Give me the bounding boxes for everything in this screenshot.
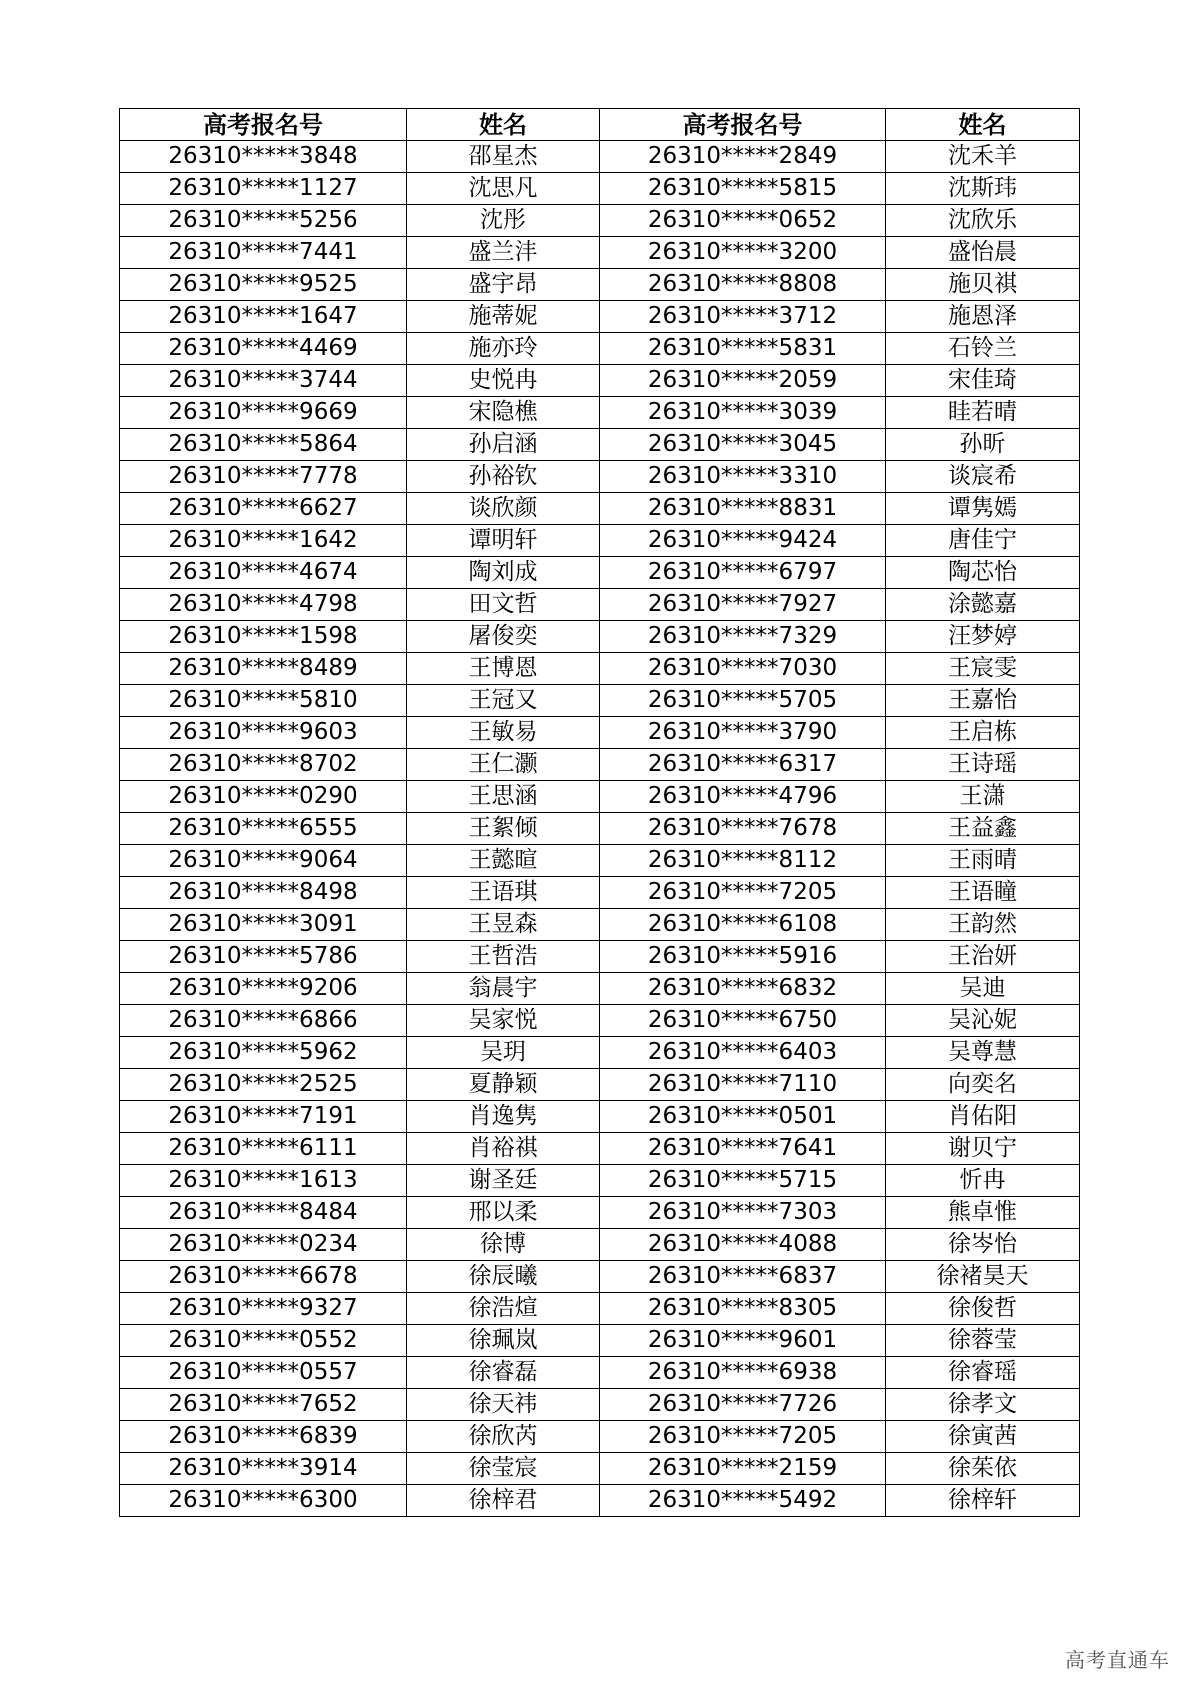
table-row xyxy=(120,1357,1080,1389)
name-cell: 王宸雯 xyxy=(886,653,1080,685)
name-cell: 王敏易 xyxy=(407,717,600,749)
name-cell: 徐褚昊天 xyxy=(886,1261,1080,1293)
name-cell: 吴尊慧 xyxy=(886,1037,1080,1069)
name-cell: 王潇 xyxy=(886,781,1080,813)
table-row xyxy=(120,301,1080,333)
registration-number-cell: 26310*****3790 xyxy=(600,717,886,749)
name-cell: 徐珮岚 xyxy=(407,1325,600,1357)
table-row xyxy=(120,141,1080,173)
registration-number-cell: 26310*****9327 xyxy=(120,1293,407,1325)
registration-number-cell: 26310*****4674 xyxy=(120,557,407,589)
table-row xyxy=(120,1453,1080,1485)
table-row xyxy=(120,173,1080,205)
name-cell: 施贝祺 xyxy=(886,269,1080,301)
registration-number-cell: 26310*****3914 xyxy=(120,1453,407,1485)
registration-number-cell: 26310*****8498 xyxy=(120,877,407,909)
table-row xyxy=(120,1389,1080,1421)
name-cell: 王语瞳 xyxy=(886,877,1080,909)
registration-number-cell: 26310*****9603 xyxy=(120,717,407,749)
table-row xyxy=(120,1101,1080,1133)
name-cell: 沈欣乐 xyxy=(886,205,1080,237)
table-row xyxy=(120,333,1080,365)
name-cell: 王哲浩 xyxy=(407,941,600,973)
name-cell: 施亦玲 xyxy=(407,333,600,365)
registration-number-cell: 26310*****4469 xyxy=(120,333,407,365)
table-row xyxy=(120,941,1080,973)
registration-number-cell: 26310*****2159 xyxy=(600,1453,886,1485)
registration-number-cell: 26310*****8484 xyxy=(120,1197,407,1229)
table-row xyxy=(120,1229,1080,1261)
registration-number-cell: 26310*****9424 xyxy=(600,525,886,557)
name-cell: 徐岑怡 xyxy=(886,1229,1080,1261)
name-cell: 邵星杰 xyxy=(407,141,600,173)
table-row xyxy=(120,1325,1080,1357)
name-cell: 眭若晴 xyxy=(886,397,1080,429)
registration-number-cell: 26310*****9525 xyxy=(120,269,407,301)
name-cell: 施恩泽 xyxy=(886,301,1080,333)
table-header xyxy=(120,109,1080,141)
registration-number-cell: 26310*****6866 xyxy=(120,1005,407,1037)
name-cell: 宋佳琦 xyxy=(886,365,1080,397)
registration-number-cell: 26310*****8831 xyxy=(600,493,886,525)
registration-number-cell: 26310*****5815 xyxy=(600,173,886,205)
name-cell: 肖裕祺 xyxy=(407,1133,600,1165)
registration-number-cell: 26310*****0557 xyxy=(120,1357,407,1389)
name-cell: 徐孝文 xyxy=(886,1389,1080,1421)
name-cell: 谢贝宁 xyxy=(886,1133,1080,1165)
name-cell: 向奕名 xyxy=(886,1069,1080,1101)
name-cell: 孙启涵 xyxy=(407,429,600,461)
registration-number-cell: 26310*****6832 xyxy=(600,973,886,1005)
registration-number-cell: 26310*****1642 xyxy=(120,525,407,557)
name-cell: 王雨晴 xyxy=(886,845,1080,877)
registration-number-cell: 26310*****5256 xyxy=(120,205,407,237)
name-cell: 徐莹宸 xyxy=(407,1453,600,1485)
registration-number-cell: 26310*****3744 xyxy=(120,365,407,397)
name-cell: 王治妍 xyxy=(886,941,1080,973)
name-cell: 施蒂妮 xyxy=(407,301,600,333)
name-cell: 翁晨宇 xyxy=(407,973,600,1005)
registration-number-cell: 26310*****6317 xyxy=(600,749,886,781)
registration-number-cell: 26310*****8702 xyxy=(120,749,407,781)
name-cell: 吴迪 xyxy=(886,973,1080,1005)
name-cell: 吴家悦 xyxy=(407,1005,600,1037)
name-cell: 盛兰沣 xyxy=(407,237,600,269)
registration-number-cell: 26310*****9669 xyxy=(120,397,407,429)
table-row xyxy=(120,813,1080,845)
registration-number-cell: 26310*****7329 xyxy=(600,621,886,653)
name-cell: 王仁灏 xyxy=(407,749,600,781)
name-cell: 夏静颖 xyxy=(407,1069,600,1101)
registration-number-cell: 26310*****4088 xyxy=(600,1229,886,1261)
header-name-1: 姓名 xyxy=(407,109,600,141)
table-row xyxy=(120,589,1080,621)
name-cell: 王诗瑶 xyxy=(886,749,1080,781)
registration-number-cell: 26310*****9064 xyxy=(120,845,407,877)
name-cell: 田文哲 xyxy=(407,589,600,621)
table-row xyxy=(120,1261,1080,1293)
table-row xyxy=(120,909,1080,941)
name-cell: 盛宇昂 xyxy=(407,269,600,301)
registration-number-cell: 26310*****3045 xyxy=(600,429,886,461)
registration-number-cell: 26310*****6108 xyxy=(600,909,886,941)
registration-number-cell: 26310*****6750 xyxy=(600,1005,886,1037)
name-cell: 徐浩煊 xyxy=(407,1293,600,1325)
registration-number-cell: 26310*****1647 xyxy=(120,301,407,333)
table-row xyxy=(120,685,1080,717)
registration-number-cell: 26310*****6627 xyxy=(120,493,407,525)
table-row xyxy=(120,429,1080,461)
name-cell: 王启栋 xyxy=(886,717,1080,749)
name-cell: 吴沁妮 xyxy=(886,1005,1080,1037)
table-row xyxy=(120,269,1080,301)
name-cell: 王懿暄 xyxy=(407,845,600,877)
name-cell: 谭隽嫣 xyxy=(886,493,1080,525)
registration-number-cell: 26310*****7678 xyxy=(600,813,886,845)
registration-number-cell: 26310*****0552 xyxy=(120,1325,407,1357)
registration-number-cell: 26310*****8305 xyxy=(600,1293,886,1325)
table-row xyxy=(120,621,1080,653)
table-row xyxy=(120,717,1080,749)
name-cell: 徐欣芮 xyxy=(407,1421,600,1453)
name-cell: 徐辰曦 xyxy=(407,1261,600,1293)
registration-number-cell: 26310*****7726 xyxy=(600,1389,886,1421)
registration-number-cell: 26310*****3712 xyxy=(600,301,886,333)
name-cell: 王冠又 xyxy=(407,685,600,717)
registration-number-cell: 26310*****6300 xyxy=(120,1485,407,1517)
name-cell: 徐寅茜 xyxy=(886,1421,1080,1453)
name-cell: 徐睿磊 xyxy=(407,1357,600,1389)
registration-number-cell: 26310*****8489 xyxy=(120,653,407,685)
name-cell: 徐梓君 xyxy=(407,1485,600,1517)
registration-number-cell: 26310*****0290 xyxy=(120,781,407,813)
name-cell: 忻冉 xyxy=(886,1165,1080,1197)
table-row xyxy=(120,365,1080,397)
name-cell: 屠俊奕 xyxy=(407,621,600,653)
name-cell: 王益鑫 xyxy=(886,813,1080,845)
registration-number-cell: 26310*****4798 xyxy=(120,589,407,621)
name-cell: 王昱森 xyxy=(407,909,600,941)
table-body xyxy=(120,141,1080,1517)
table-row xyxy=(120,781,1080,813)
registration-number-cell: 26310*****5916 xyxy=(600,941,886,973)
registration-number-cell: 26310*****0501 xyxy=(600,1101,886,1133)
name-cell: 唐佳宁 xyxy=(886,525,1080,557)
header-name-2: 姓名 xyxy=(886,109,1080,141)
registration-number-cell: 26310*****6837 xyxy=(600,1261,886,1293)
name-cell: 石铃兰 xyxy=(886,333,1080,365)
registration-number-cell: 26310*****5786 xyxy=(120,941,407,973)
registration-number-cell: 26310*****7303 xyxy=(600,1197,886,1229)
name-cell: 沈斯玮 xyxy=(886,173,1080,205)
name-cell: 熊卓惟 xyxy=(886,1197,1080,1229)
name-cell: 徐蓉莹 xyxy=(886,1325,1080,1357)
registration-number-cell: 26310*****7927 xyxy=(600,589,886,621)
name-cell: 王韵然 xyxy=(886,909,1080,941)
registration-number-cell: 26310*****1127 xyxy=(120,173,407,205)
registration-number-cell: 26310*****1613 xyxy=(120,1165,407,1197)
registration-number-cell: 26310*****2525 xyxy=(120,1069,407,1101)
name-cell: 宋隐樵 xyxy=(407,397,600,429)
name-cell: 谈宸希 xyxy=(886,461,1080,493)
registration-number-cell: 26310*****7641 xyxy=(600,1133,886,1165)
name-cell: 肖佑阳 xyxy=(886,1101,1080,1133)
registration-number-cell: 26310*****5962 xyxy=(120,1037,407,1069)
registration-number-cell: 26310*****7652 xyxy=(120,1389,407,1421)
registration-number-cell: 26310*****3039 xyxy=(600,397,886,429)
name-cell: 陶芯怡 xyxy=(886,557,1080,589)
registration-number-cell: 26310*****7110 xyxy=(600,1069,886,1101)
table-row xyxy=(120,461,1080,493)
registration-number-cell: 26310*****7205 xyxy=(600,877,886,909)
header-registration-number-1: 高考报名号 xyxy=(120,109,407,141)
name-cell: 王博恩 xyxy=(407,653,600,685)
registration-number-cell: 26310*****5864 xyxy=(120,429,407,461)
header-row xyxy=(120,109,1080,141)
name-cell: 徐俊哲 xyxy=(886,1293,1080,1325)
table-row xyxy=(120,749,1080,781)
name-cell: 徐睿瑶 xyxy=(886,1357,1080,1389)
name-cell: 谈欣颜 xyxy=(407,493,600,525)
table-row xyxy=(120,1421,1080,1453)
name-cell: 王语琪 xyxy=(407,877,600,909)
registration-number-cell: 26310*****6403 xyxy=(600,1037,886,1069)
registration-number-cell: 26310*****2849 xyxy=(600,141,886,173)
registration-number-cell: 26310*****6839 xyxy=(120,1421,407,1453)
table-row xyxy=(120,1485,1080,1517)
registration-number-cell: 26310*****6938 xyxy=(600,1357,886,1389)
name-cell: 王思涵 xyxy=(407,781,600,813)
name-cell: 汪梦婷 xyxy=(886,621,1080,653)
registration-number-cell: 26310*****5831 xyxy=(600,333,886,365)
header-registration-number-2: 高考报名号 xyxy=(600,109,886,141)
table-row xyxy=(120,973,1080,1005)
registration-number-cell: 26310*****9601 xyxy=(600,1325,886,1357)
table-row xyxy=(120,237,1080,269)
name-cell: 沈彤 xyxy=(407,205,600,237)
table-row xyxy=(120,1037,1080,1069)
name-cell: 肖逸隽 xyxy=(407,1101,600,1133)
registration-number-cell: 26310*****2059 xyxy=(600,365,886,397)
registration-number-cell: 26310*****1598 xyxy=(120,621,407,653)
registration-number-cell: 26310*****0234 xyxy=(120,1229,407,1261)
name-cell: 邢以柔 xyxy=(407,1197,600,1229)
name-cell: 沈禾羊 xyxy=(886,141,1080,173)
registration-number-cell: 26310*****5810 xyxy=(120,685,407,717)
registration-number-cell: 26310*****3310 xyxy=(600,461,886,493)
registration-number-cell: 26310*****3091 xyxy=(120,909,407,941)
table-row xyxy=(120,1133,1080,1165)
registration-number-cell: 26310*****8112 xyxy=(600,845,886,877)
name-cell: 盛怡晨 xyxy=(886,237,1080,269)
registration-number-cell: 26310*****6797 xyxy=(600,557,886,589)
registration-number-cell: 26310*****3848 xyxy=(120,141,407,173)
table-row xyxy=(120,1069,1080,1101)
registration-number-cell: 26310*****6111 xyxy=(120,1133,407,1165)
registration-number-cell: 26310*****8808 xyxy=(600,269,886,301)
registration-number-cell: 26310*****6678 xyxy=(120,1261,407,1293)
name-cell: 谢圣廷 xyxy=(407,1165,600,1197)
name-cell: 史悦冉 xyxy=(407,365,600,397)
registration-number-cell: 26310*****3200 xyxy=(600,237,886,269)
table-row xyxy=(120,1005,1080,1037)
admission-list-table xyxy=(119,108,1080,1517)
registration-number-cell: 26310*****5492 xyxy=(600,1485,886,1517)
registration-number-cell: 26310*****7778 xyxy=(120,461,407,493)
name-cell: 吴玥 xyxy=(407,1037,600,1069)
table-row xyxy=(120,493,1080,525)
name-cell: 徐茱依 xyxy=(886,1453,1080,1485)
registration-number-cell: 26310*****6555 xyxy=(120,813,407,845)
name-cell: 谭明轩 xyxy=(407,525,600,557)
name-cell: 王絮倾 xyxy=(407,813,600,845)
table-row xyxy=(120,845,1080,877)
registration-number-cell: 26310*****0652 xyxy=(600,205,886,237)
table-row xyxy=(120,653,1080,685)
registration-number-cell: 26310*****7191 xyxy=(120,1101,407,1133)
name-cell: 孙昕 xyxy=(886,429,1080,461)
table-row xyxy=(120,397,1080,429)
name-cell: 徐博 xyxy=(407,1229,600,1261)
registration-number-cell: 26310*****7441 xyxy=(120,237,407,269)
table-row xyxy=(120,1197,1080,1229)
table-row xyxy=(120,1293,1080,1325)
name-cell: 王嘉怡 xyxy=(886,685,1080,717)
watermark-text: 高考直通车 xyxy=(1065,1648,1170,1672)
registration-number-cell: 26310*****7205 xyxy=(600,1421,886,1453)
table-row xyxy=(120,205,1080,237)
table-row xyxy=(120,877,1080,909)
table-row xyxy=(120,557,1080,589)
name-cell: 涂懿嘉 xyxy=(886,589,1080,621)
table-row xyxy=(120,525,1080,557)
name-cell: 徐天祎 xyxy=(407,1389,600,1421)
name-cell: 沈思凡 xyxy=(407,173,600,205)
registration-number-cell: 26310*****7030 xyxy=(600,653,886,685)
table-row xyxy=(120,1165,1080,1197)
registration-number-cell: 26310*****5715 xyxy=(600,1165,886,1197)
registration-number-cell: 26310*****5705 xyxy=(600,685,886,717)
registration-number-cell: 26310*****4796 xyxy=(600,781,886,813)
name-cell: 陶刘成 xyxy=(407,557,600,589)
name-cell: 孙裕钦 xyxy=(407,461,600,493)
name-cell: 徐梓轩 xyxy=(886,1485,1080,1517)
registration-number-cell: 26310*****9206 xyxy=(120,973,407,1005)
